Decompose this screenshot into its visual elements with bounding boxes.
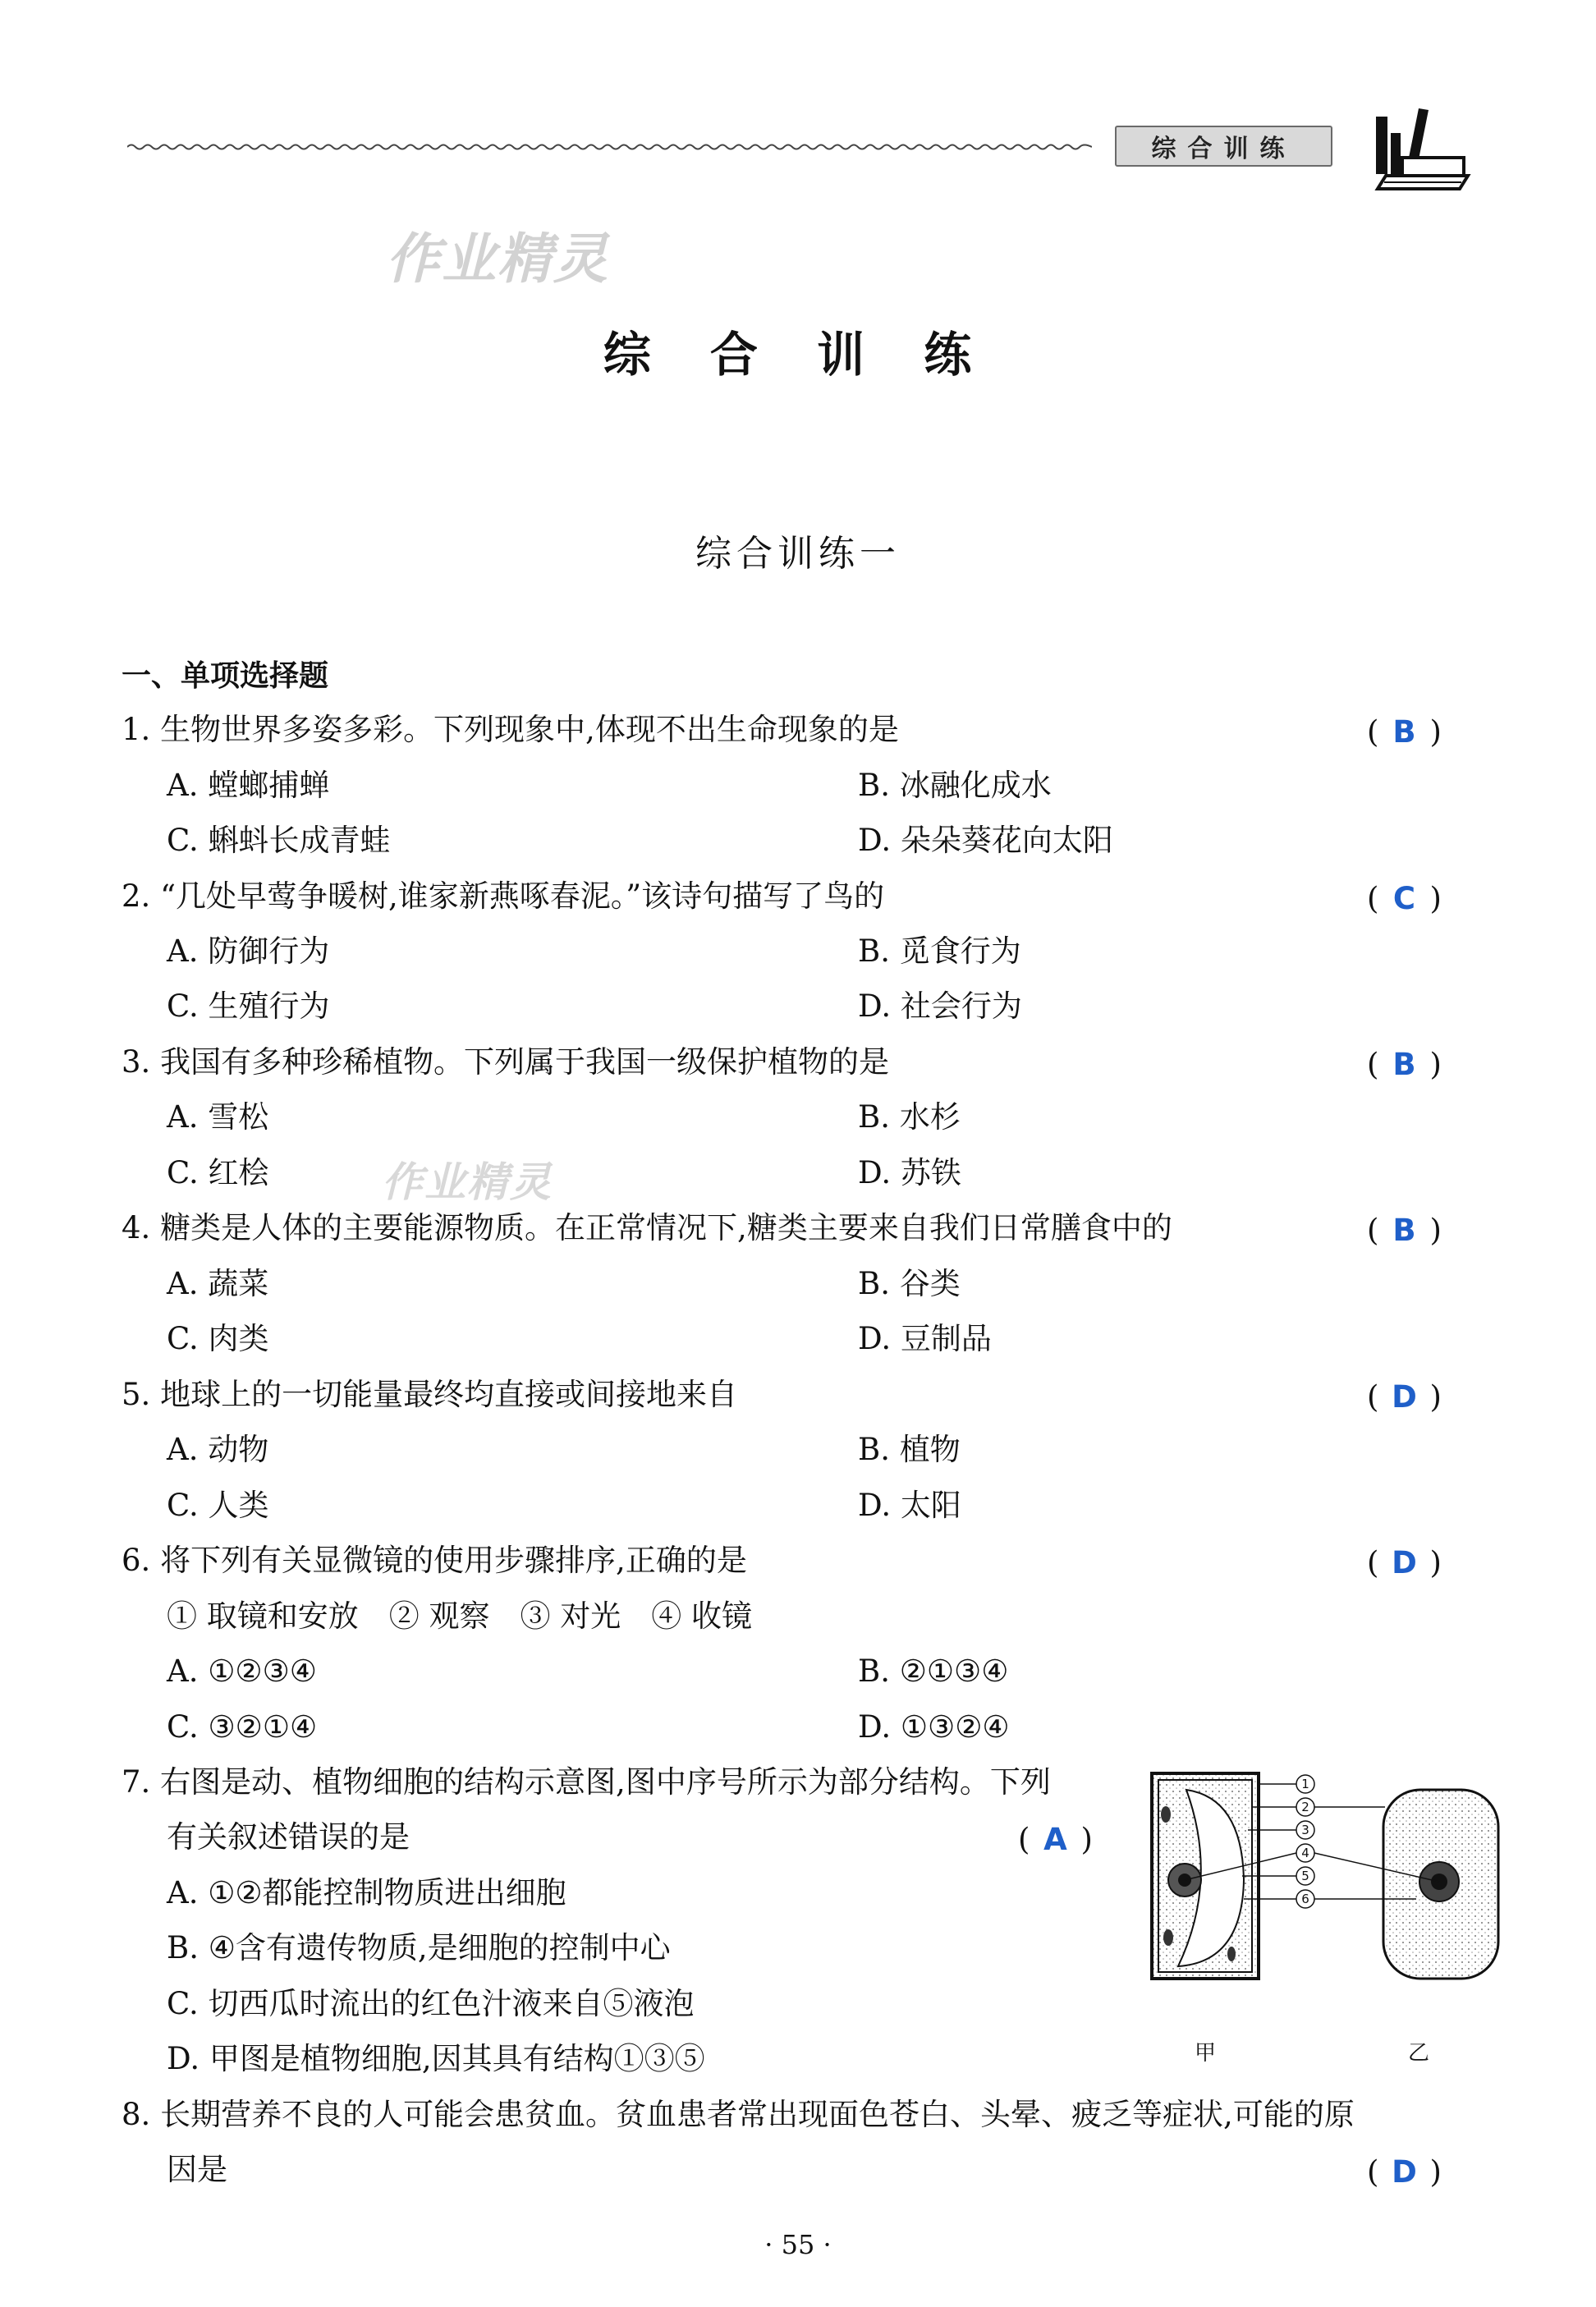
paren-open: ( — [1018, 1822, 1030, 1857]
paren-open: ( — [1367, 1047, 1379, 1082]
option: B. 植物 — [858, 1432, 961, 1467]
marker-3: 3 — [1301, 1823, 1309, 1837]
paren-open: ( — [1367, 881, 1379, 916]
option: C. ③②①④ — [167, 1709, 318, 1745]
paren-close: ) — [1429, 1213, 1442, 1248]
answer-bracket — [1367, 1213, 1442, 1248]
option: B. ②①③④ — [858, 1653, 1009, 1689]
paren-open: ( — [1367, 1379, 1379, 1415]
cell-structure-figure — [1145, 1757, 1507, 2036]
page-title: 综 合 训 练 — [603, 327, 993, 383]
watermark: 作业精灵 — [382, 1158, 553, 1206]
option: D. ①③②④ — [858, 1709, 1010, 1745]
question-stem: 8. 长期营养不良的人可能会患贫血。贫血患者常出现面色苍白、头晕、疲乏等症状,可能的原 — [122, 2097, 1355, 2132]
answer-bracket — [1367, 714, 1442, 750]
option: C. 生殖行为 — [167, 988, 330, 1024]
marker-1: 1 — [1301, 1777, 1309, 1791]
paren-close: ) — [1429, 1047, 1442, 1082]
marker-6: 6 — [1301, 1892, 1309, 1906]
answer-letter: C — [1392, 881, 1416, 916]
option: B. 谷类 — [858, 1266, 961, 1301]
option: A. 动物 — [167, 1432, 269, 1467]
paren-close: ) — [1429, 2154, 1442, 2190]
paren-close: ) — [1429, 714, 1442, 750]
option: D. 甲图是植物细胞,因其具有结构①③⑤ — [167, 2041, 705, 2076]
marker-5: 5 — [1301, 1869, 1309, 1883]
paren-open: ( — [1367, 1213, 1379, 1248]
paren-close: ) — [1429, 881, 1442, 916]
answer-letter: B — [1392, 714, 1416, 750]
option: B. ④含有遗传物质,是细胞的控制中心 — [167, 1930, 671, 1965]
option: C. 红桧 — [167, 1155, 269, 1190]
answer-letter: B — [1392, 1047, 1416, 1082]
option: A. ①②都能控制物质进出细胞 — [167, 1875, 566, 1910]
answer-letter: D — [1392, 2154, 1417, 2190]
question-stem: 1. 生物世界多姿多彩。下列现象中,体现不出生命现象的是 — [122, 712, 899, 747]
option: B. 觅食行为 — [858, 933, 1021, 969]
marker-2: 2 — [1301, 1800, 1309, 1814]
question-steps: ① 取镜和安放 ② 观察 ③ 对光 ④ 收镜 — [167, 1598, 753, 1634]
paren-close: ) — [1429, 1545, 1442, 1580]
option: B. 水杉 — [858, 1099, 961, 1135]
question-stem: 4. 糖类是人体的主要能源物质。在正常情况下,糖类主要来自我们日常膳食中的 — [122, 1210, 1172, 1245]
option: A. ①②③④ — [167, 1653, 317, 1689]
answer-letter: D — [1392, 1379, 1417, 1415]
question-stem: 2. “几处早莺争暖树,谁家新燕啄春泥。”该诗句描写了鸟的 — [122, 878, 885, 914]
question-stem-continued: 有关叙述错误的是 — [167, 1819, 410, 1855]
option: A. 防御行为 — [167, 933, 330, 969]
paren-close: ) — [1429, 1379, 1442, 1415]
question-stem-continued: 因是 — [167, 2152, 227, 2187]
answer-bracket — [1367, 881, 1442, 916]
figure-label-plant: 甲 — [1195, 2041, 1217, 2066]
answer-letter: B — [1392, 1213, 1416, 1248]
header-section-tab: 综合训练 — [1115, 126, 1332, 167]
option: C. 蝌蚪长成青蛙 — [167, 823, 391, 858]
option: A. 螳螂捕蝉 — [167, 768, 330, 803]
question-stem: 7. 右图是动、植物细胞的结构示意图,图中序号所示为部分结构。下列 — [122, 1764, 1051, 1800]
marker-4: 4 — [1301, 1846, 1309, 1860]
paren-open: ( — [1367, 2154, 1379, 2190]
answer-bracket — [1367, 1047, 1442, 1082]
exercise-subtitle: 综合训练一 — [695, 533, 901, 575]
option: C. 切西瓜时流出的红色汁液来自⑤液泡 — [167, 1986, 695, 2021]
answer-bracket — [1367, 1379, 1442, 1415]
option: C. 人类 — [167, 1488, 269, 1523]
answer-bracket — [1018, 1822, 1093, 1857]
option: D. 太阳 — [858, 1488, 961, 1523]
option: A. 蔬菜 — [167, 1266, 269, 1301]
header-decorative-line — [127, 141, 1092, 153]
option: D. 朵朵葵花向太阳 — [858, 823, 1113, 858]
paren-close: ) — [1080, 1822, 1093, 1857]
option: A. 雪松 — [167, 1099, 269, 1135]
option: B. 冰融化成水 — [858, 768, 1052, 803]
option: D. 社会行为 — [858, 988, 1022, 1024]
answer-bracket — [1367, 2154, 1442, 2190]
books-logo-icon — [1369, 100, 1476, 199]
option: D. 苏铁 — [858, 1155, 961, 1190]
paren-open: ( — [1367, 714, 1379, 750]
question-stem: 6. 将下列有关显微镜的使用步骤排序,正确的是 — [122, 1543, 747, 1578]
figure-label-animal: 乙 — [1408, 2041, 1430, 2066]
page-number: · 55 · — [764, 2229, 832, 2260]
question-stem: 5. 地球上的一切能量最终均直接或间接地来自 — [122, 1377, 738, 1412]
answer-letter: A — [1043, 1822, 1067, 1857]
answer-bracket — [1367, 1545, 1442, 1580]
answer-letter: D — [1392, 1545, 1417, 1580]
paren-open: ( — [1367, 1545, 1379, 1580]
watermark: 作业精灵 — [386, 227, 609, 291]
section-heading: 一、单项选择题 — [122, 659, 329, 693]
question-stem: 3. 我国有多种珍稀植物。下列属于我国一级保护植物的是 — [122, 1044, 890, 1080]
option: C. 肉类 — [167, 1321, 269, 1356]
option: D. 豆制品 — [858, 1321, 992, 1356]
animal-cell — [1383, 1790, 1498, 1979]
